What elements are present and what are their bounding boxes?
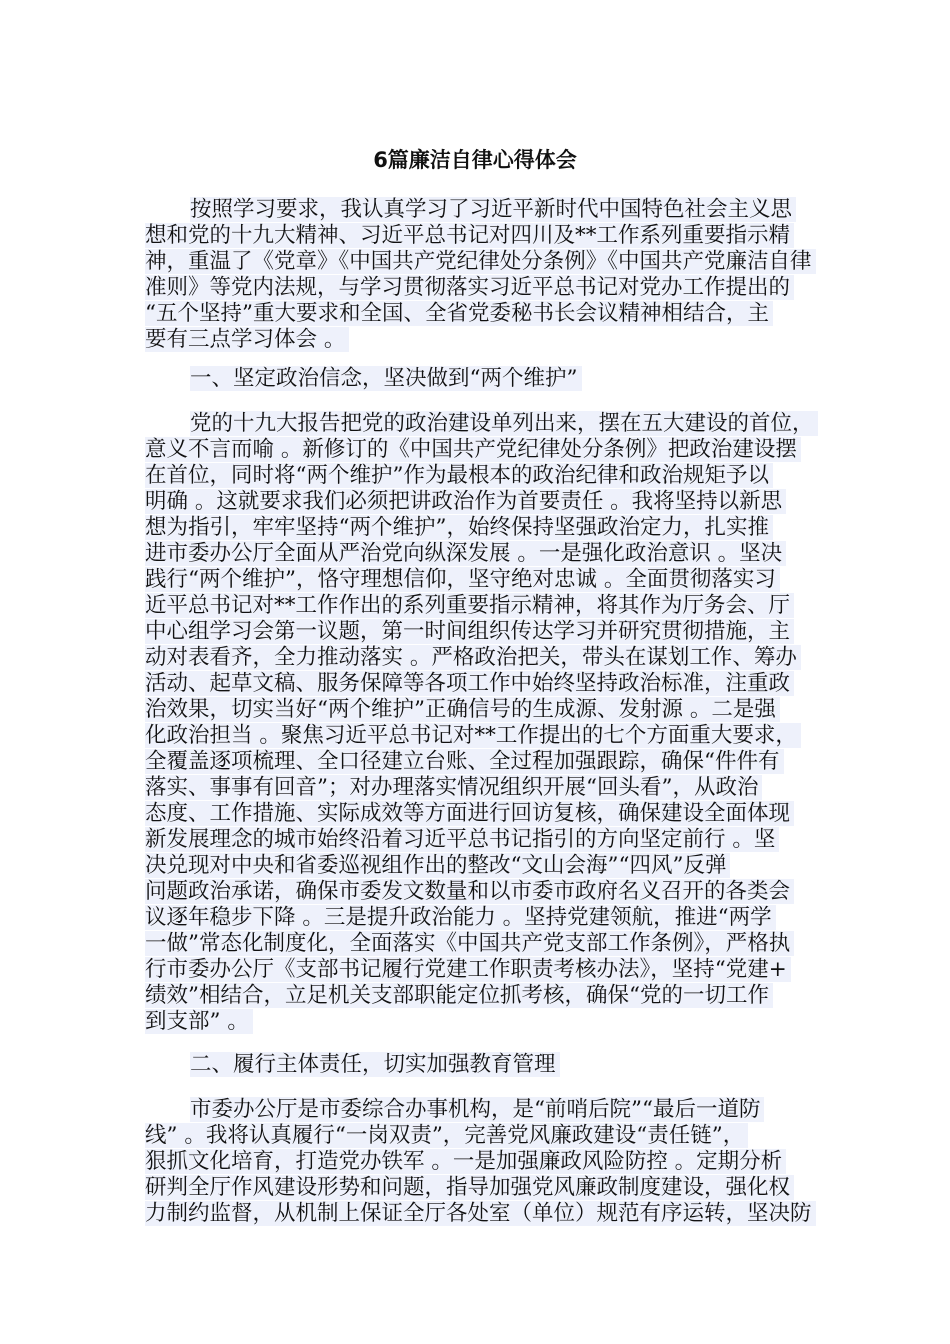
paragraph-line: 意义不言而喻 。新修订的《中国共产党纪律处分条例》把政治建设摆	[145, 437, 801, 463]
paragraph-line: 化政治担当 。聚焦习近平总书记对**工作提出的七个方面重大要求，	[145, 723, 801, 749]
paragraph-line: 线” 。我将认真履行“一岗双责”，完善党风廉政建设“责任链”，	[145, 1123, 748, 1149]
paragraph-line: 决兑现对中央和省委巡视组作出的整改“文山会海”“四风”反弹	[145, 853, 730, 879]
paragraph-line: 在首位，同时将“两个维护”作为最根本的政治纪律和政治规矩予以	[145, 463, 773, 489]
paragraph-line: 治效果，切实当好“两个维护”正确信号的生成源、发射源 。二是强	[145, 697, 780, 723]
paragraph-line: 到支部” 。	[145, 1009, 253, 1035]
paragraph-line: 神，重温了《党章》《中国共产党纪律处分条例》《中国共产党廉洁自律	[145, 249, 816, 275]
paragraph-line: 活动、起草文稿、服务保障等各项工作中始终坚持政治标准，注重政	[145, 671, 794, 697]
paragraph-line: 明确 。这就要求我们必须把讲政治作为首要责任 。我将坚持以新思	[145, 489, 786, 515]
paragraph-line: 想为指引，牢牢坚持“两个维护”，始终保持坚强政治定力，扎实推	[145, 515, 773, 541]
paragraph-line: 进市委办公厅全面从严治党向纵深发展 。一是强化政治意识 。坚决	[145, 541, 786, 567]
paragraph-line: 中心组学习会第一议题，第一时间组织传达学习并研究贯彻措施，主	[145, 619, 794, 645]
paragraph-line: 一做”常态化制度化，全面落实《中国共产党支部工作条例》，严格执	[145, 931, 794, 957]
paragraph-line: 想和党的十九大精神、习近平总书记对四川及**工作系列重要指示精	[145, 223, 794, 249]
paragraph-line: 动对表看齐，全力推动落实 。严格政治把关，带头在谋划工作、筹办	[145, 645, 801, 671]
paragraph-line: 党的十九大报告把党的政治建设单列出来，摆在五大建设的首位，	[190, 411, 818, 437]
paragraph-line: 落实、事事有回音”；对办理落实情况组织开展“回头看”，从政治	[145, 775, 762, 801]
paragraph-line: 近平总书记对**工作作出的系列重要指示精神，将其作为厅务会、厅	[145, 593, 794, 619]
paragraph-line: 市委办公厅是市委综合办事机构，是“前哨后院”“最后一道防	[190, 1097, 764, 1123]
paragraph-line: 议逐年稳步下降 。三是提升政治能力 。坚持党建领航，推进“两学	[145, 905, 776, 931]
paragraph-line: 准则》等党内法规，与学习贯彻落实习近平总书记对党办工作提出的	[145, 275, 794, 301]
paragraph-line: 要有三点学习体会 。	[145, 327, 349, 353]
section-heading: 二、履行主体责任，切实加强教育管理	[190, 1052, 560, 1078]
section-heading: 一、坚定政治信念，坚决做到“两个维护”	[190, 366, 582, 392]
paragraph-line: “五个坚持”重大要求和全国、全省党委秘书长会议精神相结合，主	[145, 301, 773, 327]
paragraph-line: 新发展理念的城市始终沿着习近平总书记指引的方向坚定前行 。坚	[145, 827, 779, 853]
paragraph-line: 绩效”相结合，立足机关支部职能定位抓考核，确保“党的一切工作	[145, 983, 773, 1009]
paragraph-line: 按照学习要求，我认真学习了习近平新时代中国特色社会主义思	[190, 197, 796, 223]
paragraph-line: 研判全厅作风建设形势和问题，指导加强党风廉政制度建设，强化权	[145, 1175, 794, 1201]
paragraph-line: 狠抓文化培育，打造党办铁军 。一是加强廉政风险防控 。定期分析	[145, 1149, 786, 1175]
paragraph-line: 行市委办公厅《支部书记履行党建工作职责考核办法》，坚持“党建+	[145, 957, 791, 983]
document-title: 6篇廉洁自律心得体会	[373, 148, 577, 172]
paragraph-line: 态度、工作措施、实际成效等方面进行回访复核，确保建设全面体现	[145, 801, 794, 827]
paragraph-line: 全覆盖逐项梳理、全口径建立台账、全过程加强跟踪，确保“件件有	[145, 749, 784, 775]
paragraph-line: 践行“两个维护”，恪守理想信仰，坚守绝对忠诚 。全面贯彻落实习	[145, 567, 780, 593]
paragraph-line: 问题政治承诺，确保市委发文数量和以市委市政府名义召开的各类会	[145, 879, 794, 905]
paragraph-line: 力制约监督，从机制上保证全厅各处室（单位）规范有序运转，坚决防	[145, 1201, 816, 1227]
